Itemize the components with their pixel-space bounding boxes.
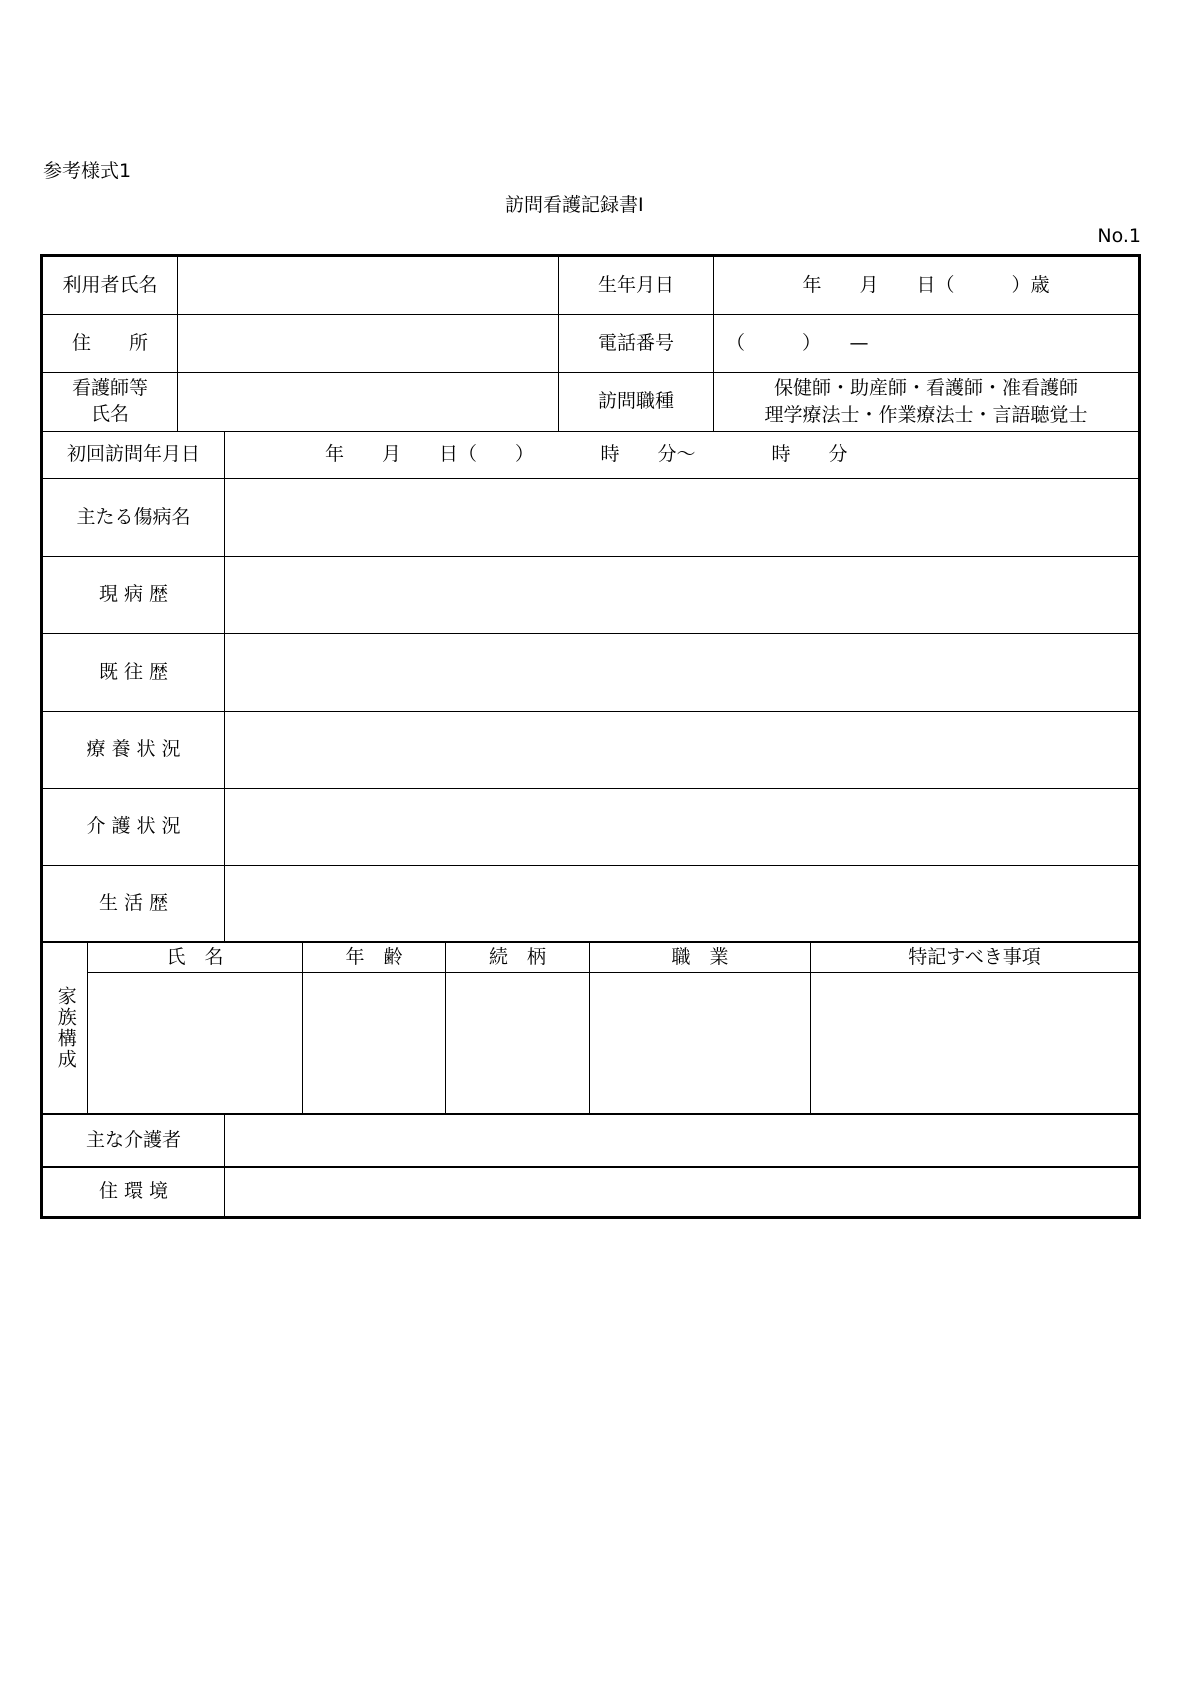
label-phone: 電話番号	[559, 315, 714, 373]
family-notes-field[interactable]	[811, 973, 1138, 1115]
label-visit-job: 訪問職種	[559, 373, 714, 432]
nursing-status-field[interactable]	[225, 789, 1138, 866]
address-field[interactable]	[178, 315, 559, 373]
life-history-field[interactable]	[225, 866, 1138, 943]
past-history-field[interactable]	[225, 634, 1138, 712]
label-care-status: 療 養 状 況	[43, 712, 225, 789]
label-nurse-name-line2: 氏名	[90, 403, 129, 425]
living-env-field[interactable]	[225, 1168, 1138, 1216]
label-birthdate: 生年月日	[559, 257, 714, 315]
family-header-occupation: 職 業	[590, 943, 811, 973]
page-number: No.1	[1097, 225, 1141, 247]
family-header-age: 年 齢	[303, 943, 446, 973]
nursing-record-form	[40, 254, 1141, 1219]
visit-job-options-line1: 保健師・助産師・看護師・准看護師	[773, 377, 1078, 400]
first-visit-field[interactable]: 年 月 日（ ） 時 分～ 時 分	[225, 432, 1138, 479]
document-title: 訪問看護記録書Ⅰ	[505, 194, 644, 216]
label-family	[43, 943, 88, 1115]
visit-job-options-line2: 理学療法士・作業療法士・言語聴覚士	[764, 404, 1088, 426]
family-header-notes: 特記すべき事項	[811, 943, 1138, 973]
form-code: 参考様式1	[43, 160, 132, 182]
label-life-history: 生 活 歴	[43, 866, 225, 943]
label-family-text: 家族構成	[54, 986, 77, 1070]
family-relation-field[interactable]	[446, 973, 590, 1115]
label-address: 住 所	[43, 315, 178, 373]
visit-job-options[interactable]	[714, 373, 1138, 432]
family-header-relation: 続 柄	[446, 943, 590, 973]
present-history-field[interactable]	[225, 557, 1138, 634]
family-name-field[interactable]	[88, 973, 303, 1115]
label-past-history: 既 往 歴	[43, 634, 225, 712]
label-present-history: 現 病 歴	[43, 557, 225, 634]
nurse-name-field[interactable]	[178, 373, 559, 432]
label-living-env: 住 環 境	[43, 1168, 225, 1216]
label-nurse-name	[43, 373, 178, 432]
main-caregiver-field[interactable]	[225, 1115, 1138, 1168]
phone-field[interactable]: （ ） —	[714, 315, 1138, 373]
family-header-name: 氏 名	[88, 943, 303, 973]
label-nurse-name-line1: 看護師等	[71, 377, 148, 400]
family-occupation-field[interactable]	[590, 973, 811, 1115]
birthdate-field[interactable]: 年 月 日（ ）歳	[714, 257, 1138, 315]
patient-name-field[interactable]	[178, 257, 559, 315]
label-first-visit: 初回訪問年月日	[43, 432, 225, 479]
label-patient-name: 利用者氏名	[43, 257, 178, 315]
family-age-field[interactable]	[303, 973, 446, 1115]
care-status-field[interactable]	[225, 712, 1138, 789]
label-nursing-status: 介 護 状 況	[43, 789, 225, 866]
label-main-caregiver: 主な介護者	[43, 1115, 225, 1168]
label-main-disease: 主たる傷病名	[43, 479, 225, 557]
main-disease-field[interactable]	[225, 479, 1138, 557]
